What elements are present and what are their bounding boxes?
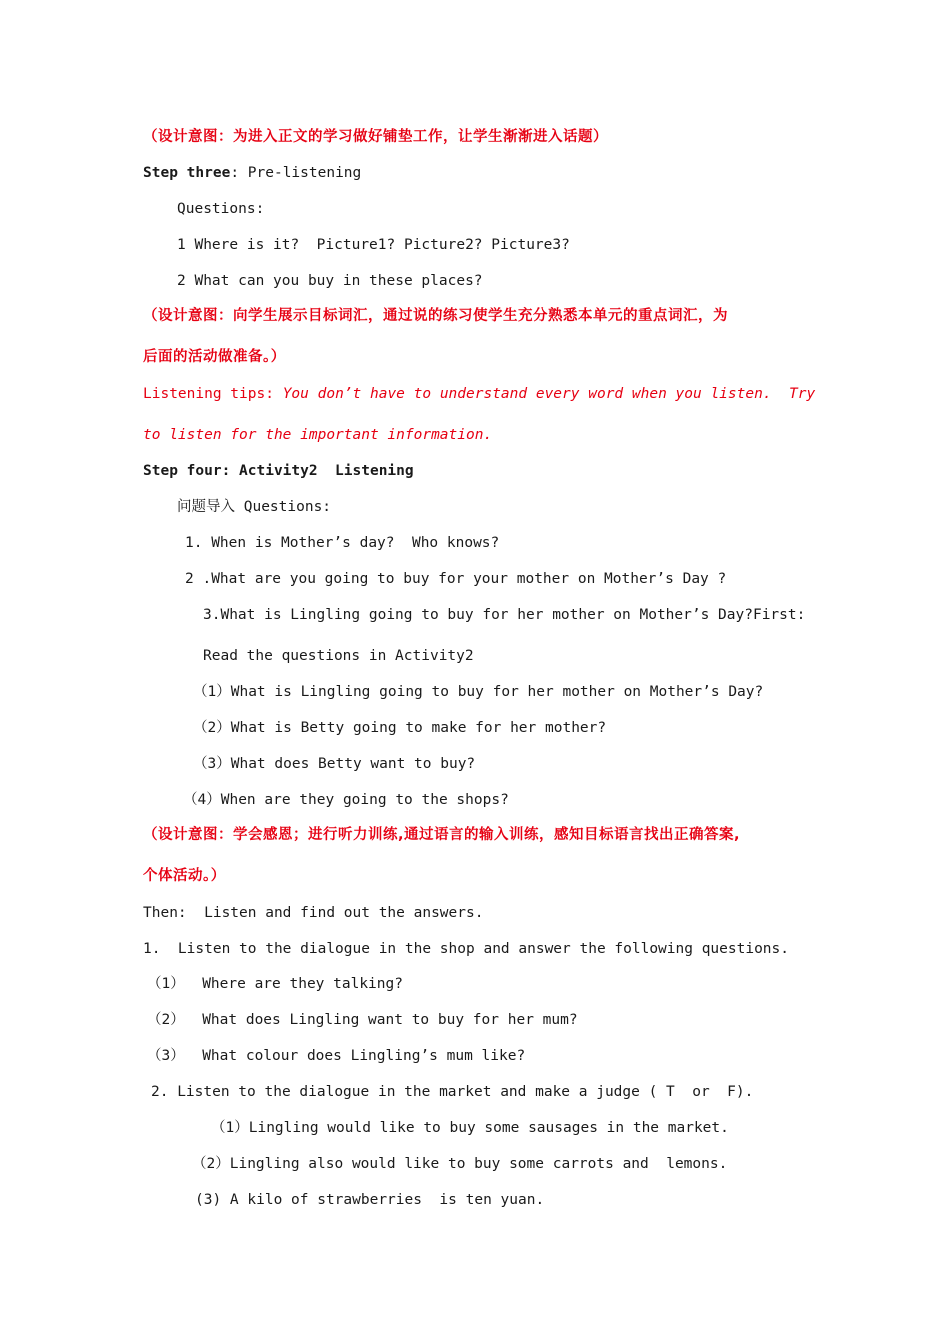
activity2-question-4: （4）When are they going to the shops? — [183, 792, 509, 808]
questions-label: Questions: — [177, 201, 265, 217]
design-intent-note-2: （设计意图：向学生展示目标词汇，通过说的练习使学生充分熟悉本单元的重点词汇，为 — [143, 308, 728, 324]
listening-tips — [143, 384, 815, 404]
listening-tips-label: Listening tips: — [143, 386, 283, 402]
lead-in-question-2: 2 .What are you going to buy for your mother on Mother’s Day ? — [185, 571, 727, 587]
task-2-statement-1: （1）Lingling would like to buy some sausages in the market. — [211, 1120, 729, 1136]
task-2-statement-3: (3) A kilo of strawberries is ten yuan. — [195, 1192, 545, 1208]
question-1: 1 Where is it? Picture1? Picture2? Picture3? — [177, 237, 570, 253]
design-intent-note-3: （设计意图：学会感恩；进行听力训练,通过语言的输入训练，感知目标语言找出正确答案, — [143, 827, 741, 843]
task-1-question-2: （2） What does Lingling want to buy for her mum? — [147, 1012, 578, 1028]
activity2-question-1: （1）What is Lingling going to buy for her mother on Mother’s Day? — [193, 684, 764, 700]
step-three-title: : Pre-listening — [230, 165, 362, 181]
listening-tips-text: You don’t have to understand every word when you listen. Try — [282, 386, 816, 402]
task-2-statement-2: （2）Lingling also would like to buy some carrots and lemons. — [192, 1156, 728, 1172]
question-2: 2 What can you buy in these places? — [177, 273, 483, 289]
activity2-question-2: （2）What is Betty going to make for her mother? — [193, 720, 607, 736]
step-three-heading — [143, 163, 361, 183]
task-1-instruction: 1. Listen to the dialogue in the shop and answer the following questions. — [143, 941, 790, 957]
activity2-question-3: （3）What does Betty want to buy? — [193, 756, 476, 772]
task-1-question-3: （3） What colour does Lingling’s mum like? — [147, 1048, 526, 1064]
listening-tips-text-cont: to listen for the important information. — [143, 427, 493, 443]
design-intent-note-3-cont: 个体活动。） — [143, 868, 226, 884]
step-three-label: Step three — [143, 165, 231, 181]
lead-in-question-3: 3.What is Lingling going to buy for her mother on Mother’s Day?First: — [203, 607, 806, 623]
lead-in-question-1: 1. When is Mother’s day? Who knows? — [185, 535, 500, 551]
step-four-heading: Step four: Activity2 Listening — [143, 463, 414, 479]
task-2-instruction: 2. Listen to the dialogue in the market and make a judge ( T or F). — [151, 1084, 754, 1100]
lead-in-questions-label: 问题导入 Questions: — [177, 499, 332, 515]
then-instruction: Then: Listen and find out the answers. — [143, 905, 484, 921]
read-questions-instruction: Read the questions in Activity2 — [203, 648, 474, 664]
task-1-question-1: （1） Where are they talking? — [147, 976, 403, 992]
design-intent-note-2-cont: 后面的活动做准备。） — [143, 349, 286, 365]
design-intent-note-1: （设计意图：为进入正文的学习做好铺垫工作，让学生渐渐进入话题） — [143, 129, 608, 145]
